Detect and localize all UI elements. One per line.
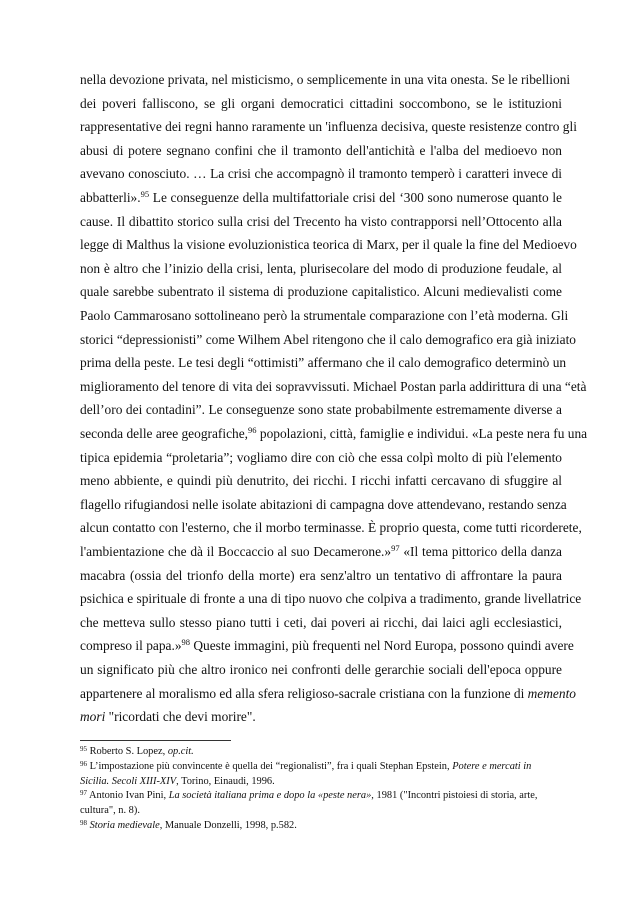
footnote-ref: 96: [80, 759, 87, 768]
body-line: [80, 637, 574, 655]
body-line: [80, 142, 562, 160]
text-run: dei poveri falliscono, se gli organi democratici cittadini soccombono, se le istituzioni: [80, 95, 562, 111]
italic-text: Storia medievale: [89, 820, 160, 831]
text-run: L’impostazione più convincente è quella dei “regionalisti”, fra i quali Stephan Epstein,: [87, 760, 453, 772]
text-run: psichica e spirituale di fronte a una di tipo nuovo che colpiva a tradimento, grande livellatrice: [80, 591, 582, 607]
body-line: [80, 472, 562, 490]
text-run: «Il tema pittorico della danza: [399, 544, 563, 559]
italic-text: Potere e mercati in: [452, 760, 532, 772]
italic-text: op.cit.: [167, 746, 194, 757]
body-line: [80, 260, 562, 278]
text-run: avevano conosciuto. … La crisi che accompagnò il tramonto temperò i caratteri invece di: [80, 166, 562, 182]
body-line: [80, 71, 571, 89]
body-line: [80, 496, 567, 514]
italic-text: La società italiana prima e dopo la «peste nera»: [168, 790, 372, 802]
text-run: un significato più che altro ironico nei confronti delle gerarchie sociali dell'epoca oppure: [80, 662, 562, 677]
body-line: [80, 425, 588, 443]
body-line: [80, 590, 582, 608]
text-run: popolazioni, città, famiglie e individui. «La peste nera fu una: [256, 426, 588, 441]
footnote-ref: 97: [80, 789, 87, 798]
footnote-separator: [80, 740, 231, 741]
text-run: rappresentative dei regni hanno raramente un 'influenza decisiva, queste resistenze contro gli: [80, 119, 577, 135]
footnote-line: [80, 819, 562, 833]
text-run: tipica epidemia “proletaria”; vogliamo dire con ciò che essa colpì molto di più l'elemento: [80, 449, 562, 465]
text-run: Antonio Ivan Pini,: [87, 790, 169, 802]
text-run: storici “depressionisti” come Wilhem Abel ritengono che il calo demografico era già iniziato: [80, 331, 576, 347]
text-run: Queste immagini, più frequenti nel Nord Europa, possono quindi avere: [190, 638, 574, 654]
text-run: cause. Il dibattito storico sulla crisi del Trecento ha visto contrapporsi nell’Ottocento alla: [80, 213, 562, 229]
text-run: "ricordati che devi morire".: [105, 709, 256, 725]
text-run: meno abbiente, e quindi più denutrito, dei ricchi. I ricchi infatti cercavano di sfuggire al: [80, 473, 562, 489]
footnote-line: [80, 804, 562, 818]
text-run: prima della peste. Le tesi degli “ottimisti” affermano che il calo demografico determinò un: [80, 355, 567, 371]
body-line: [80, 189, 562, 207]
text-run: macabra (ossia del trionfo della morte) era senz'altro un tentativo di affrontare la paura: [80, 567, 562, 583]
body-line: [80, 378, 587, 396]
text-run: dell’oro dei contadini”. Le conseguenze sono state probabilmente estremamente diverse a: [80, 402, 562, 418]
text-run: abusi di potere segnano confini che il tramonto dell'antichità e l'alba del medioevo non: [80, 142, 562, 158]
body-line: [80, 213, 562, 231]
body-line: [80, 543, 562, 561]
footnote-ref: 95: [80, 745, 87, 753]
text-run: miglioramento del tenore di vita dei sopravvissuti. Michael Postan parla addirittura di una “età: [80, 378, 587, 394]
italic-text: Sicilia. Secoli XIII-XIV: [80, 775, 177, 787]
text-run: appartenere al moralismo ed alla sfera religioso-sacrale cristiana con la funzione di: [80, 685, 528, 701]
text-run: flagello rifugiandosi nelle isolate abitazioni di campagna dove attendevano, restando senza: [80, 496, 567, 512]
text-run: nella devozione privata, nel misticismo, o semplicemente in una vita onesta. Se le ribellioni: [80, 72, 571, 87]
footnote-ref: 98: [80, 819, 87, 827]
body-line: [80, 95, 562, 113]
text-run: l'ambientazione che dà il Boccaccio al suo Decamerone.»: [80, 544, 392, 559]
footnote-ref: 98: [181, 637, 191, 648]
body-line: [80, 236, 577, 254]
footnote-line: [80, 745, 562, 759]
body-line: [80, 401, 562, 419]
footnote-line: [80, 775, 562, 789]
text-run: che metteva sullo stesso piano tutti i ceti, dai poveri ai ricchi, dai laici agli ecclesiastici,: [80, 614, 562, 630]
text-run: non è altro che l’inizio della crisi, lenta, plurisecolare del modo di produzione feudale, al: [80, 260, 562, 276]
body-line: [80, 331, 576, 349]
text-run: cultura", n. 8).: [80, 805, 140, 817]
body-line: [80, 519, 582, 537]
text-run: , 1981 ("Incontri pistoiesi di storia, arte,: [371, 790, 538, 802]
footnote-line: [80, 789, 562, 803]
text-run: legge di Malthus la visione evoluzionistica teorica di Marx, per il quale la fine del Medioevo: [80, 237, 577, 253]
footnote-ref: 96: [248, 425, 257, 435]
footnote-line: [80, 760, 562, 774]
text-run: alcun contatto con l'esterno, che il morbo terminasse. È proprio questa, come tutti ricorderete,: [80, 520, 582, 536]
text-run: quale sarebbe subentrato il sistema di produzione capitalistico. Alcuni medievalisti come: [80, 284, 562, 300]
body-line: [80, 165, 562, 183]
text-run: Paolo Cammarosano sottolineano però la strumentale comparazione con l’età moderna. Gli: [80, 308, 569, 323]
text-run: abbatterli».: [80, 190, 141, 205]
text-run: , Manuale Donzelli, 1998, p.582.: [159, 820, 297, 831]
body-line: [80, 567, 562, 585]
body-line: [80, 661, 562, 679]
body-line: [80, 118, 577, 136]
body-line: [80, 449, 562, 467]
body-line: [80, 685, 576, 703]
italic-text: mori: [80, 709, 106, 725]
footnote-ref: 97: [391, 543, 400, 553]
body-line: [80, 614, 562, 632]
text-run: seconda delle aree geografiche,: [80, 426, 249, 441]
body-line: [80, 354, 567, 372]
body-line: [80, 708, 562, 726]
body-line: [80, 283, 562, 301]
text-run: Roberto S. Lopez,: [87, 746, 168, 757]
text-run: Le conseguenze della multifattoriale crisi del ‘300 sono numerose quanto le: [149, 190, 562, 205]
text-run: compreso il papa.»: [80, 638, 182, 654]
text-run: , Torino, Einaudi, 1996.: [176, 775, 275, 787]
footnote-ref: 95: [140, 189, 150, 199]
body-line: [80, 307, 569, 325]
italic-text: memento: [527, 685, 576, 701]
